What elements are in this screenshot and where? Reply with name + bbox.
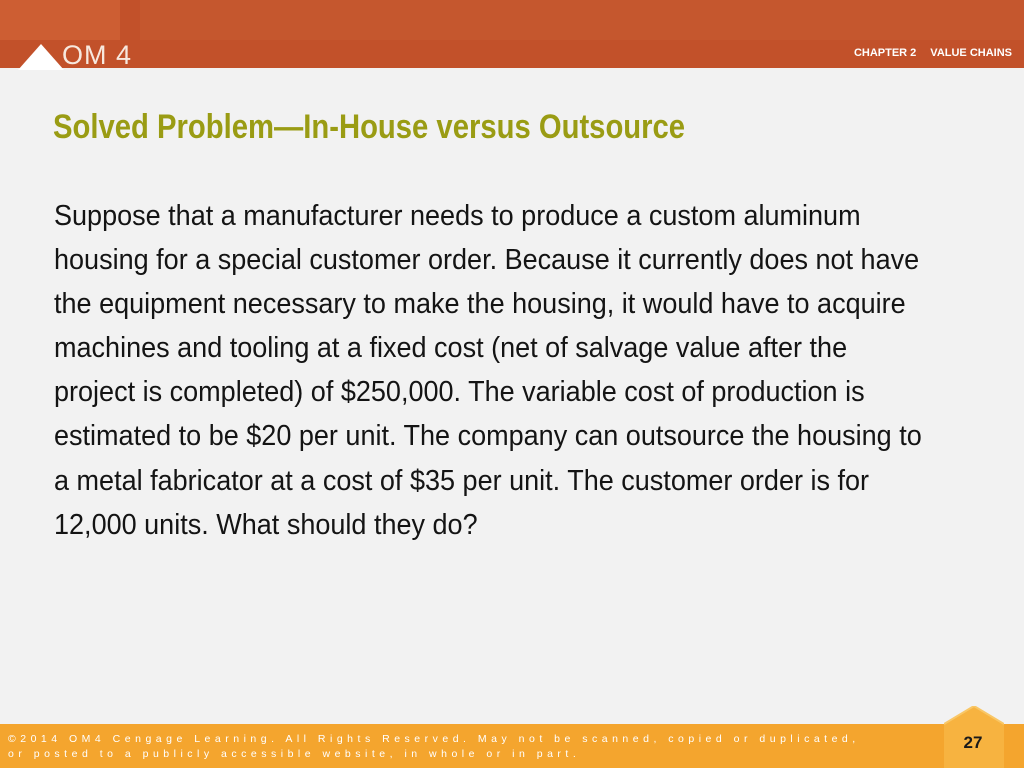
problem-statement: Suppose that a manufacturer needs to produce a custom aluminum housing for a special customer order. Because it currently does not have the equipment necessary to make the housing, it would have to acquire machines and tooling at a fixed cost (net of salvage value after the project is completed) of $250,000. The variable cost of production is estimated to be $20 per unit. The company can outsource the housing to a metal fabricator at a cost of $35 per unit. The customer order is for 12,000 units. What should they do? [54,200,922,541]
logo-text: OM 4 [62,40,133,70]
chapter-title: VALUE CHAINS [930,47,1012,59]
copyright-notice: ©2014 OM4 Cengage Learning. All Rights Reserved. May not be scanned, copied or duplicated, or posted to a publicly accessible website, in whole or in part. [8,733,860,760]
footer-bar [0,724,1024,768]
slide-title: Solved Problem—In-House versus Outsource [53,108,686,146]
header-stripe [140,0,1024,40]
chapter-number: CHAPTER 2 [853,47,917,59]
chapter-label [854,47,1012,59]
page-number: 27 [963,733,983,752]
logo-mountain-icon [18,42,64,70]
header-stripe [0,0,120,40]
